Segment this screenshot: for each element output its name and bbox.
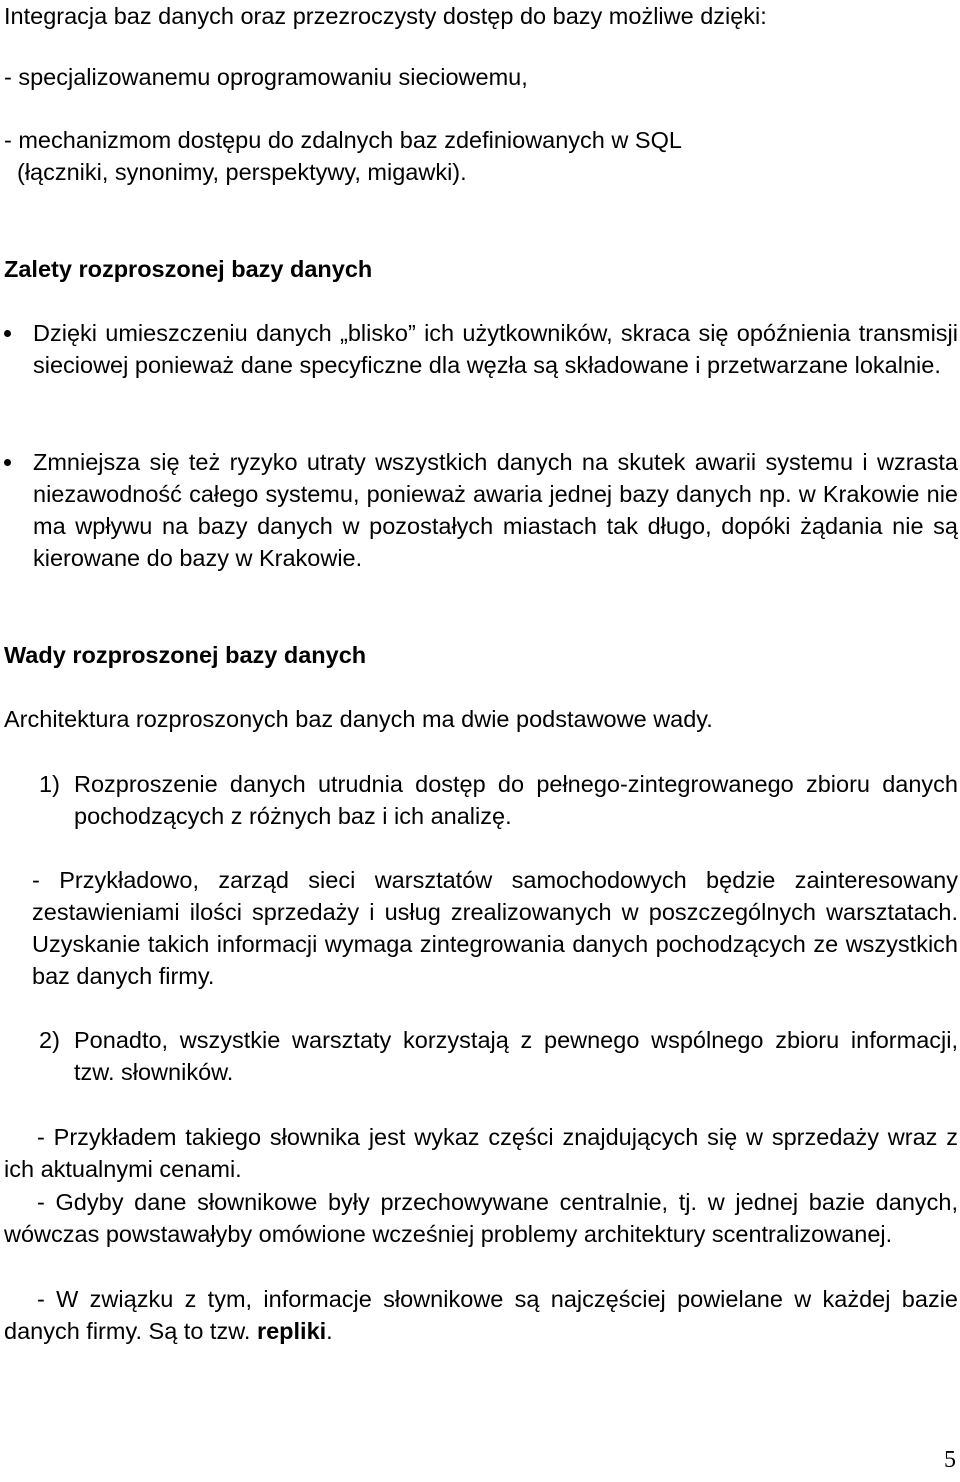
paragraph-text: - W związku z tym, informacje słownikowe są najczęściej powielane w każdej bazie danych firmy. Są to tzw.	[4, 1286, 958, 1344]
intro-line: (łączniki, synonimy, perspektywy, migawki).	[17, 159, 467, 185]
bullet-text: Dzięki umieszczeniu danych „blisko” ich użytkowników, skraca się opóźnienia transmisji sieciowej ponieważ dane specyficzne dla węzła są składowane i przetwarzane lokalnie.	[33, 320, 958, 378]
paragraph: Architektura rozproszonych baz danych ma dwie podstawowe wady.	[4, 706, 713, 732]
intro-line: - mechanizmom dostępu do zdalnych baz zdefiniowanych w SQL	[4, 127, 682, 153]
emphasis-term: repliki	[256, 1318, 327, 1344]
section-heading-disadvantages: Wady rozproszonej bazy danych	[4, 642, 367, 668]
section-heading-advantages: Zalety rozproszonej bazy danych	[4, 256, 373, 282]
list-item-text: Rozproszenie danych utrudnia dostęp do pełnego-zintegrowanego zbioru danych pochodzących z różnych baz i ich analizę.	[74, 771, 958, 829]
paragraph	[4, 1283, 958, 1347]
list-number: 2)	[39, 1027, 60, 1053]
intro-line: Integracja baz danych oraz przezroczysty dostęp do bazy możliwe dzięki:	[4, 3, 767, 29]
paragraph: - Przykładem takiego słownika jest wykaz części znajdujących się w sprzedaży wraz z ich aktualnymi cenami.	[4, 1124, 958, 1182]
intro-line: - specjalizowanemu oprogramowaniu sieciowemu,	[4, 64, 528, 90]
paragraph-text: .	[326, 1318, 333, 1344]
page-number: 5	[944, 1447, 956, 1473]
bullet-icon	[4, 330, 11, 337]
list-item-text: Ponadto, wszystkie warsztaty korzystają z pewnego wspólnego zbioru informacji, tzw. słowników.	[74, 1027, 958, 1085]
bullet-text: Zmniejsza się też ryzyko utraty wszystkich danych na skutek awarii systemu i wzrasta niezawodność całego systemu, ponieważ awaria jednej bazy danych np. w Krakowie nie ma wpływu na bazy danych w pozostałych miastach tak długo, dopóki żądania nie są kierowane do bazy w Krakowie.	[33, 449, 958, 571]
list-number: 1)	[39, 771, 60, 797]
paragraph: - Gdyby dane słownikowe były przechowywane centralnie, tj. w jednej bazie danych, wówczas powstawałyby omówione wcześniej problemy architektury scentralizowanej.	[4, 1189, 958, 1247]
paragraph: - Przykładowo, zarząd sieci warsztatów samochodowych będzie zainteresowany zestawieniami ilości sprzedaży i usług zrealizowanych w poszczególnych warsztatach. Uzyskanie takich informacji wymaga zintegrowania danych pochodzących ze wszystkich baz danych firmy.	[32, 867, 958, 989]
bullet-icon	[4, 459, 11, 466]
